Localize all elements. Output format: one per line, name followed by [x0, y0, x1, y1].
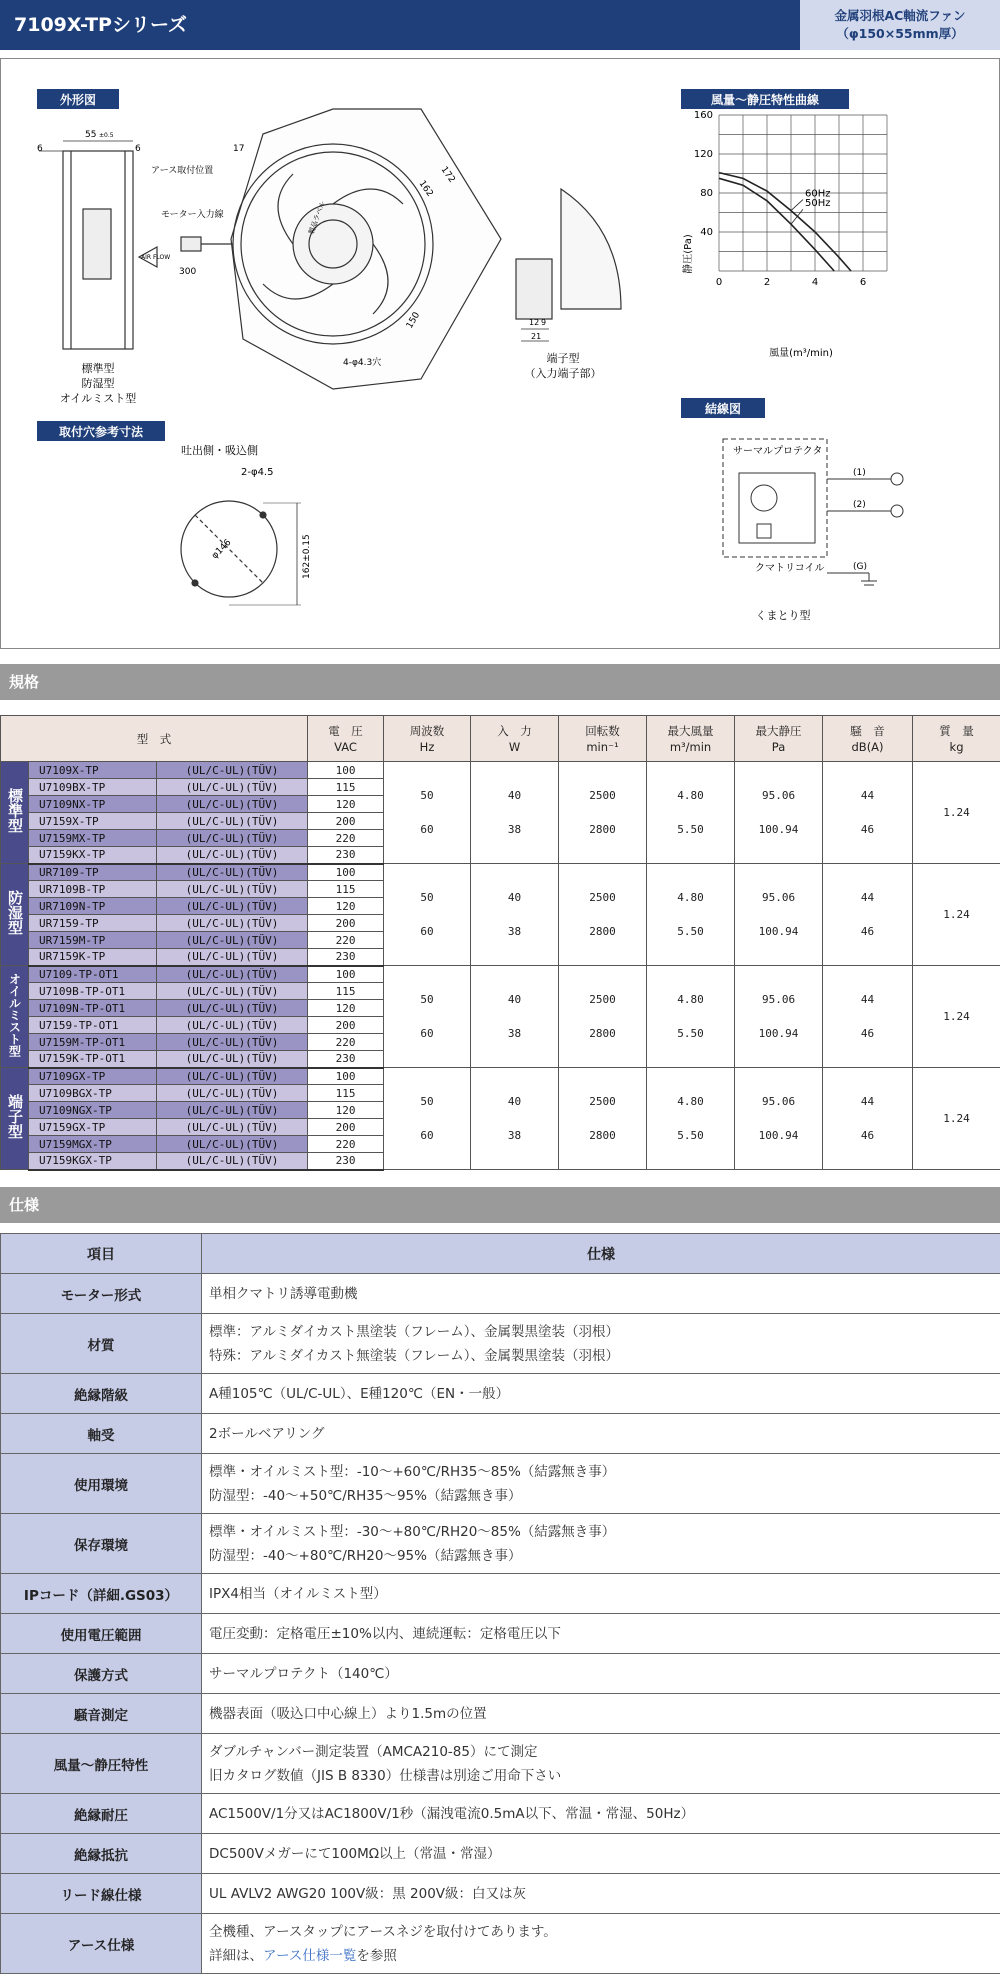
spec-db: 44 46 — [823, 762, 913, 864]
shiyo-value — [202, 1454, 1000, 1514]
shiyo-row — [1, 1874, 1000, 1914]
chart-ytick: 120 — [693, 149, 713, 160]
drawing-panel — [0, 58, 1000, 649]
spec-w: 40 38 — [471, 1068, 559, 1170]
spec-model: UR7159-TP — [29, 915, 157, 932]
spec-cert: (UL/C-UL)(TÜV) — [157, 966, 308, 983]
spec-vac: 220 — [308, 1136, 384, 1153]
spec-rpm: 2500 2800 — [559, 1068, 647, 1170]
shiyo-value — [202, 1614, 1000, 1654]
spec-vac: 120 — [308, 796, 384, 813]
shiyo-table-body — [1, 1274, 1000, 1974]
spec-cert: (UL/C-UL)(TÜV) — [157, 1034, 308, 1051]
wiring-coil: クマトリコイル — [755, 563, 825, 574]
shiyo-row — [1, 1574, 1000, 1614]
series-subtitle-line1: 金属羽根AC軸流ファン — [834, 8, 966, 23]
mount-dia: φ146 — [210, 537, 234, 562]
shiyo-item: 保存環境 — [1, 1514, 202, 1574]
spec-vac: 230 — [308, 949, 384, 966]
spec-row — [1, 762, 1000, 779]
spec-header-pressure: 最大静圧 Pa — [735, 716, 823, 762]
mount-pitch: 162±0.15 — [302, 534, 312, 579]
spec-header-rpm: 回転数 min⁻¹ — [559, 716, 647, 762]
chart-xtick: 6 — [859, 277, 867, 288]
spec-cert: (UL/C-UL)(TÜV) — [157, 1119, 308, 1136]
spec-vac: 200 — [308, 1119, 384, 1136]
shiyo-value — [202, 1374, 1000, 1414]
spec-cert: (UL/C-UL)(TÜV) — [157, 830, 308, 847]
spec-cert: (UL/C-UL)(TÜV) — [157, 779, 308, 796]
type-caption-1: 標準型 — [81, 362, 115, 375]
shiyo-item: 材質 — [1, 1314, 202, 1374]
wiring-terminal-g: (G) — [853, 562, 867, 572]
series-title: 7109X-TPシリーズ — [0, 0, 800, 50]
shiyo-row — [1, 1794, 1000, 1834]
shiyo-row — [1, 1514, 1000, 1574]
spec-rpm: 2500 2800 — [559, 864, 647, 966]
spec-flow: 4.80 5.50 — [647, 864, 735, 966]
spec-group-label: 標準型 — [1, 762, 29, 864]
shiyo-value — [202, 1514, 1000, 1574]
shiyo-header-row — [1, 1234, 1000, 1274]
terminal-caption-2: （入力端子部） — [524, 367, 602, 380]
spec-cert: (UL/C-UL)(TÜV) — [157, 1068, 308, 1085]
spec-vac: 230 — [308, 847, 384, 864]
shiyo-row — [1, 1374, 1000, 1414]
spec-cert: (UL/C-UL)(TÜV) — [157, 1085, 308, 1102]
shiyo-value — [202, 1274, 1000, 1314]
spec-row — [1, 1068, 1000, 1085]
chart-xlabel: 風量(m³/min) — [769, 348, 833, 359]
shiyo-row — [1, 1314, 1000, 1374]
spec-header-w: 入 力 W — [471, 716, 559, 762]
spec-vac: 120 — [308, 1102, 384, 1119]
spec-vac: 100 — [308, 966, 384, 983]
dim-21: 21 — [531, 332, 542, 341]
spec-w: 40 38 — [471, 762, 559, 864]
shiyo-value-line: 標準・オイルミスト型：-30～+80℃/RH20～85%（結露無き事） — [209, 1523, 616, 1540]
spec-pa: 95.06 100.94 — [735, 762, 823, 864]
spec-model: U7159KX-TP — [29, 847, 157, 864]
chart-series-60Hz — [719, 173, 851, 271]
spec-pa: 95.06 100.94 — [735, 1068, 823, 1170]
shiyo-item: 保護方式 — [1, 1654, 202, 1694]
chart-ytick: 160 — [693, 110, 713, 121]
shiyo-row — [1, 1454, 1000, 1514]
shiyo-value-line: 標準：アルミダイカスト黒塗装（フレーム）、金属製黒塗装（羽根） — [209, 1323, 619, 1340]
shiyo-row — [1, 1274, 1000, 1314]
spec-header-vac: 電 圧 VAC — [308, 716, 384, 762]
spec-vac: 200 — [308, 915, 384, 932]
spec-vac: 120 — [308, 898, 384, 915]
shiyo-row — [1, 1834, 1000, 1874]
spec-cert: (UL/C-UL)(TÜV) — [157, 1102, 308, 1119]
chart-series — [719, 173, 851, 271]
spec-kg: 1.24 — [913, 864, 1000, 966]
spec-db: 44 46 — [823, 864, 913, 966]
dim-55: 55 — [85, 130, 97, 140]
spec-rpm: 2500 2800 — [559, 762, 647, 864]
wiring-terminal-2: (2) — [853, 500, 866, 510]
side-view — [39, 141, 157, 349]
spec-model: U7159K-TP-OT1 — [29, 1051, 157, 1068]
spec-header-row — [1, 716, 1000, 762]
spec-cert: (UL/C-UL)(TÜV) — [157, 1000, 308, 1017]
earth-position-note: アース取付位置 — [151, 166, 214, 176]
terminal-caption-1: 端子型 — [546, 352, 580, 365]
chart-ticks — [694, 110, 866, 288]
type-caption-3: オイルミスト型 — [59, 392, 137, 405]
shiyo-item: 軸受 — [1, 1414, 202, 1454]
shiyo-value-line: 単相クマトリ誘導電動機 — [209, 1285, 358, 1302]
shiyo-value — [202, 1834, 1000, 1874]
spec-header-mass: 質 量 kg — [913, 716, 1000, 762]
spec-model: U7159MX-TP — [29, 830, 157, 847]
spec-flow: 4.80 5.50 — [647, 762, 735, 864]
spec-model: U7159X-TP — [29, 813, 157, 830]
spec-model: U7109NGX-TP — [29, 1102, 157, 1119]
spec-vac: 115 — [308, 983, 384, 1000]
spec-model: UR7109B-TP — [29, 881, 157, 898]
spec-row — [1, 864, 1000, 881]
chart-ytick: 40 — [700, 227, 713, 238]
spec-cert: (UL/C-UL)(TÜV) — [157, 813, 308, 830]
mount-holes-note: 2-φ4.5 — [241, 467, 274, 478]
spec-vac: 200 — [308, 813, 384, 830]
airflow-label: 風量～静圧特性曲線 — [710, 93, 820, 107]
spec-vac: 220 — [308, 830, 384, 847]
shiyo-item: 騒音測定 — [1, 1694, 202, 1734]
spec-model: U7109N-TP-OT1 — [29, 1000, 157, 1017]
airflow-direction: AIR FLOW — [141, 254, 171, 261]
shiyo-item: 風量～静圧特性 — [1, 1734, 202, 1794]
shiyo-item: リード線仕様 — [1, 1874, 202, 1914]
spec-header-model: 型 式 — [1, 716, 308, 762]
spec-model: U7159GX-TP — [29, 1119, 157, 1136]
spec-cert: (UL/C-UL)(TÜV) — [157, 1051, 308, 1068]
spec-model: U7109GX-TP — [29, 1068, 157, 1085]
spec-vac: 100 — [308, 762, 384, 779]
shiyo-item: モーター形式 — [1, 1274, 202, 1314]
spec-pa: 95.06 100.94 — [735, 966, 823, 1068]
shiyo-item: 使用電圧範囲 — [1, 1614, 202, 1654]
shiyo-value — [202, 1414, 1000, 1454]
chart-ylabel: 静圧(Pa) — [683, 234, 694, 274]
spec-cert: (UL/C-UL)(TÜV) — [157, 847, 308, 864]
spec-flow: 4.80 5.50 — [647, 966, 735, 1068]
spec-vac: 100 — [308, 1068, 384, 1085]
spec-cert: (UL/C-UL)(TÜV) — [157, 949, 308, 966]
shiyo-value-line: サーマルプロテクト（140℃） — [209, 1665, 398, 1682]
shiyo-value — [202, 1794, 1000, 1834]
spec-rpm: 2500 2800 — [559, 966, 647, 1068]
dim-55-tol: ±0.5 — [99, 132, 114, 139]
spec-w: 40 38 — [471, 966, 559, 1068]
shiyo-item: IPコード（詳細.GS03） — [1, 1574, 202, 1614]
mounting-label: 取付穴参考寸法 — [58, 425, 144, 439]
spec-vac: 115 — [308, 1085, 384, 1102]
series-subtitle-line2: （φ150×55mm厚） — [836, 26, 964, 41]
spec-kg: 1.24 — [913, 966, 1000, 1068]
shiyo-value-line: A種105℃（UL/C-UL）、E種120℃（EN・一般） — [209, 1385, 510, 1402]
spec-hz: 50 60 — [384, 1068, 471, 1170]
spec-cert: (UL/C-UL)(TÜV) — [157, 1153, 308, 1170]
dim-17: 17 — [233, 144, 245, 154]
drawing-svg — [1, 59, 999, 648]
wiring-label: 結線図 — [704, 402, 742, 416]
spec-cert: (UL/C-UL)(TÜV) — [157, 796, 308, 813]
shiyo-value-line: 防湿型：-40～+50℃/RH35～95%（結露無き事） — [209, 1487, 522, 1504]
chart-series-label: 50Hz — [805, 198, 831, 210]
chart-grid — [719, 115, 887, 271]
shiyo-value-line: DC500Vメガーにて100MΩ以上（常温・常湿） — [209, 1845, 501, 1862]
spec-model: U7159KGX-TP — [29, 1153, 157, 1170]
spec-model: U7109-TP-OT1 — [29, 966, 157, 983]
shiyo-row — [1, 1414, 1000, 1454]
shiyo-item: 絶縁抵抗 — [1, 1834, 202, 1874]
earth-spec-link[interactable]: アース仕様一覧 — [263, 1947, 357, 1964]
spec-cert: (UL/C-UL)(TÜV) — [157, 1017, 308, 1034]
spec-header-noise: 騒 音 dB(A) — [823, 716, 913, 762]
wiring-terminal-1: (1) — [853, 468, 866, 478]
spec-header-hz: 周波数 Hz — [384, 716, 471, 762]
spec-model: U7109BGX-TP — [29, 1085, 157, 1102]
shiyo-value — [202, 1874, 1000, 1914]
spec-table — [0, 715, 1000, 1171]
spec-group-label: オイルミスト型 — [1, 966, 29, 1068]
chart-series-leader — [791, 200, 803, 211]
dim-6b: 6 — [135, 144, 141, 154]
spec-w: 40 38 — [471, 864, 559, 966]
shiyo-row — [1, 1654, 1000, 1694]
airflow-chart — [681, 110, 887, 359]
shiyo-value-line: 特殊：アルミダイカスト無塗装（フレーム）、金属製黒塗装（羽根） — [209, 1347, 619, 1364]
mounting-view — [181, 501, 301, 605]
shiyo-value-line: ダブルチャンバー測定装置（AMCA210-85）にて測定 — [209, 1743, 538, 1760]
spec-db: 44 46 — [823, 1068, 913, 1170]
dim-12: 12 — [529, 318, 540, 327]
spec-model: U7109BX-TP — [29, 779, 157, 796]
spec-hz: 50 60 — [384, 864, 471, 966]
shiyo-value-line: 電圧変動：定格電圧±10%以内、連続運転：定格電圧以下 — [209, 1625, 561, 1642]
wiring-caption: くまとり型 — [755, 609, 811, 622]
shiyo-header-item: 項目 — [1, 1234, 202, 1274]
shiyo-value — [202, 1734, 1000, 1794]
spec-model: U7109B-TP-OT1 — [29, 983, 157, 1000]
spec-cert: (UL/C-UL)(TÜV) — [157, 932, 308, 949]
shiyo-value-line: 機器表面（吸込口中心線上）より1.5mの位置 — [209, 1705, 487, 1722]
page-header — [0, 0, 1000, 50]
shiyo-row — [1, 1614, 1000, 1654]
spec-vac: 100 — [308, 864, 384, 881]
spec-vac: 200 — [308, 1017, 384, 1034]
spec-group-label: 端子型 — [1, 1068, 29, 1170]
spec-model: U7159M-TP-OT1 — [29, 1034, 157, 1051]
mount-side-note: 吐出側・吸込側 — [181, 444, 258, 457]
spec-vac: 220 — [308, 932, 384, 949]
outline-label: 外形図 — [59, 93, 97, 107]
spec-hz: 50 60 — [384, 762, 471, 864]
spec-cert: (UL/C-UL)(TÜV) — [157, 864, 308, 881]
spec-vac: 230 — [308, 1051, 384, 1068]
shiyo-item: アース仕様 — [1, 1914, 202, 1974]
spec-section-bar: 規格 — [0, 664, 1000, 700]
spec-vac: 220 — [308, 1034, 384, 1051]
spec-cert: (UL/C-UL)(TÜV) — [157, 881, 308, 898]
spec-vac: 115 — [308, 779, 384, 796]
spec-model: U7159-TP-OT1 — [29, 1017, 157, 1034]
dim-6a: 6 — [37, 144, 43, 154]
shiyo-value — [202, 1314, 1000, 1374]
spec-header-flow: 最大風量 m³/min — [647, 716, 735, 762]
nameplate-note: 製品ラベル — [307, 200, 327, 236]
spec-cert: (UL/C-UL)(TÜV) — [157, 1136, 308, 1153]
shiyo-item: 使用環境 — [1, 1454, 202, 1514]
dim-150: 150 — [404, 310, 423, 331]
shiyo-link-line: 詳細は、アース仕様一覧を参照 — [209, 1947, 397, 1964]
chart-xtick: 4 — [811, 277, 819, 288]
spec-model: UR7109N-TP — [29, 898, 157, 915]
shiyo-header-spec: 仕様 — [202, 1234, 1000, 1274]
spec-model: U7159MGX-TP — [29, 1136, 157, 1153]
type-caption-2: 防湿型 — [81, 377, 115, 390]
spec-cert: (UL/C-UL)(TÜV) — [157, 898, 308, 915]
holes-note: 4-φ4.3穴 — [343, 358, 382, 368]
spec-kg: 1.24 — [913, 1068, 1000, 1170]
spec-cert: (UL/C-UL)(TÜV) — [157, 915, 308, 932]
series-subtitle — [800, 0, 1000, 50]
shiyo-value-line: 全機種、アースタップにアースネジを取付けてあります。 — [209, 1923, 557, 1940]
spec-model: UR7159M-TP — [29, 932, 157, 949]
shiyo-value-line: 防湿型：-40～+80℃/RH20～95%（結露無き事） — [209, 1547, 522, 1564]
spec-cert: (UL/C-UL)(TÜV) — [157, 983, 308, 1000]
shiyo-value-line: UL AVLV2 AWG20 100V級：黒 200V級：白又は灰 — [209, 1885, 527, 1902]
shiyo-value-line: 2ボールベアリング — [209, 1425, 325, 1442]
spec-model: UR7109-TP — [29, 864, 157, 881]
spec-group-label: 防湿型 — [1, 864, 29, 966]
dim-300: 300 — [179, 267, 197, 277]
dim-9: 9 — [541, 318, 547, 327]
dim-162: 162 — [416, 178, 435, 199]
shiyo-row — [1, 1694, 1000, 1734]
spec-table-body — [1, 762, 1000, 1170]
shiyo-value-line: AC1500V/1分又はAC1800V/1秒（漏洩電流0.5mA以下、常温・常湿、50Hz） — [209, 1805, 695, 1822]
spec-pa: 95.06 100.94 — [735, 864, 823, 966]
shiyo-value-line: 旧カタログ数値（JIS B 8330）仕様書は別途ご用命下さい — [209, 1767, 562, 1784]
shiyo-item: 絶縁階級 — [1, 1374, 202, 1414]
motor-lead-note: モーター入力線 — [161, 210, 224, 220]
spec-kg: 1.24 — [913, 762, 1000, 864]
spec-model: U7109X-TP — [29, 762, 157, 779]
front-view — [181, 109, 501, 389]
wiring-protector: サーマルプロテクタ — [733, 446, 823, 457]
chart-xtick: 0 — [715, 277, 723, 288]
shiyo-value — [202, 1654, 1000, 1694]
shiyo-value-line: 標準・オイルミスト型：-10～+60℃/RH35～85%（結露無き事） — [209, 1463, 616, 1480]
shiyo-row — [1, 1734, 1000, 1794]
chart-series-label: 60Hz — [805, 188, 831, 200]
spec-vac: 120 — [308, 1000, 384, 1017]
shiyo-section-bar: 仕様 — [0, 1187, 1000, 1223]
shiyo-value — [202, 1914, 1000, 1974]
shiyo-table — [0, 1233, 1000, 1974]
shiyo-item: 絶縁耐圧 — [1, 1794, 202, 1834]
spec-hz: 50 60 — [384, 966, 471, 1068]
chart-ytick: 80 — [700, 188, 713, 199]
spec-model: U7109NX-TP — [29, 796, 157, 813]
shiyo-value — [202, 1694, 1000, 1734]
shiyo-row — [1, 1914, 1000, 1974]
spec-model: UR7159K-TP — [29, 949, 157, 966]
spec-cert: (UL/C-UL)(TÜV) — [157, 762, 308, 779]
spec-flow: 4.80 5.50 — [647, 1068, 735, 1170]
chart-xtick: 2 — [763, 277, 771, 288]
shiyo-value — [202, 1574, 1000, 1614]
dim-172: 172 — [438, 164, 457, 185]
shiyo-value-line: IPX4相当（オイルミスト型） — [209, 1585, 387, 1602]
spec-vac: 230 — [308, 1153, 384, 1170]
spec-vac: 115 — [308, 881, 384, 898]
spec-db: 44 46 — [823, 966, 913, 1068]
spec-row — [1, 966, 1000, 983]
